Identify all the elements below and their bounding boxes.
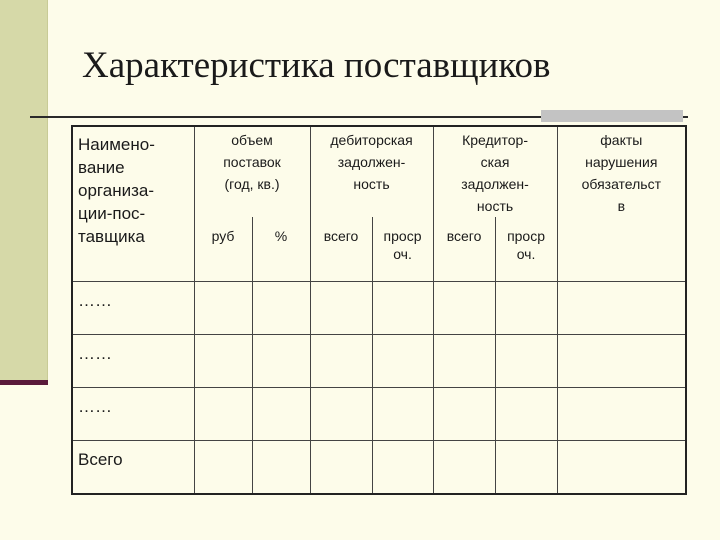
table-cell bbox=[495, 441, 557, 495]
subheader-rub: руб bbox=[194, 217, 252, 282]
table-cell bbox=[372, 335, 433, 388]
row-label: …… bbox=[72, 335, 194, 388]
table-cell bbox=[310, 282, 372, 335]
table-row bbox=[72, 388, 686, 441]
subheader-percent: % bbox=[252, 217, 310, 282]
subheader-receivables-total: всего bbox=[310, 217, 372, 282]
table-cell bbox=[433, 282, 495, 335]
slide-title: Характеристика поставщиков bbox=[82, 45, 551, 86]
decorative-side-bar-accent bbox=[0, 380, 48, 385]
table-cell bbox=[372, 441, 433, 495]
table-cell bbox=[557, 335, 686, 388]
subheader-receivables-overdue: проср оч. bbox=[372, 217, 433, 282]
subheader-payables-overdue: проср оч. bbox=[495, 217, 557, 282]
table-cell bbox=[252, 388, 310, 441]
table-cell bbox=[252, 335, 310, 388]
header-payables: Кредитор- ская задолжен- ность bbox=[433, 126, 557, 217]
table-cell bbox=[372, 388, 433, 441]
subheader-payables-total: всего bbox=[433, 217, 495, 282]
table-cell bbox=[372, 282, 433, 335]
row-label: …… bbox=[72, 282, 194, 335]
table-cell bbox=[252, 441, 310, 495]
table-cell bbox=[495, 388, 557, 441]
table-cell bbox=[495, 335, 557, 388]
header-violations: факты нарушения обязательст в bbox=[557, 126, 686, 282]
table-cell bbox=[433, 388, 495, 441]
table-cell bbox=[557, 388, 686, 441]
table-row bbox=[72, 282, 686, 335]
table-cell bbox=[433, 335, 495, 388]
table-cell bbox=[495, 282, 557, 335]
supplier-characteristics-table bbox=[71, 125, 687, 495]
row-label-total: Всего bbox=[72, 441, 194, 495]
row-label: …… bbox=[72, 388, 194, 441]
table-cell bbox=[433, 441, 495, 495]
table-cell bbox=[194, 441, 252, 495]
table-cell bbox=[310, 335, 372, 388]
decorative-side-bar bbox=[0, 0, 48, 384]
header-receivables: дебиторская задолжен- ность bbox=[310, 126, 433, 217]
table-cell bbox=[310, 441, 372, 495]
table-cell bbox=[194, 335, 252, 388]
table-cell bbox=[194, 282, 252, 335]
table-cell bbox=[557, 441, 686, 495]
table-header-row bbox=[72, 126, 686, 217]
table-row-total bbox=[72, 441, 686, 495]
header-organization-name: Наимено- вание организа- ции-пос- тавщика bbox=[72, 126, 194, 282]
header-supply-volume: объем поставок (год, кв.) bbox=[194, 126, 310, 217]
table-row bbox=[72, 335, 686, 388]
table-cell bbox=[252, 282, 310, 335]
table-cell bbox=[194, 388, 252, 441]
title-rule-block bbox=[541, 110, 683, 122]
table-cell bbox=[310, 388, 372, 441]
table-cell bbox=[557, 282, 686, 335]
